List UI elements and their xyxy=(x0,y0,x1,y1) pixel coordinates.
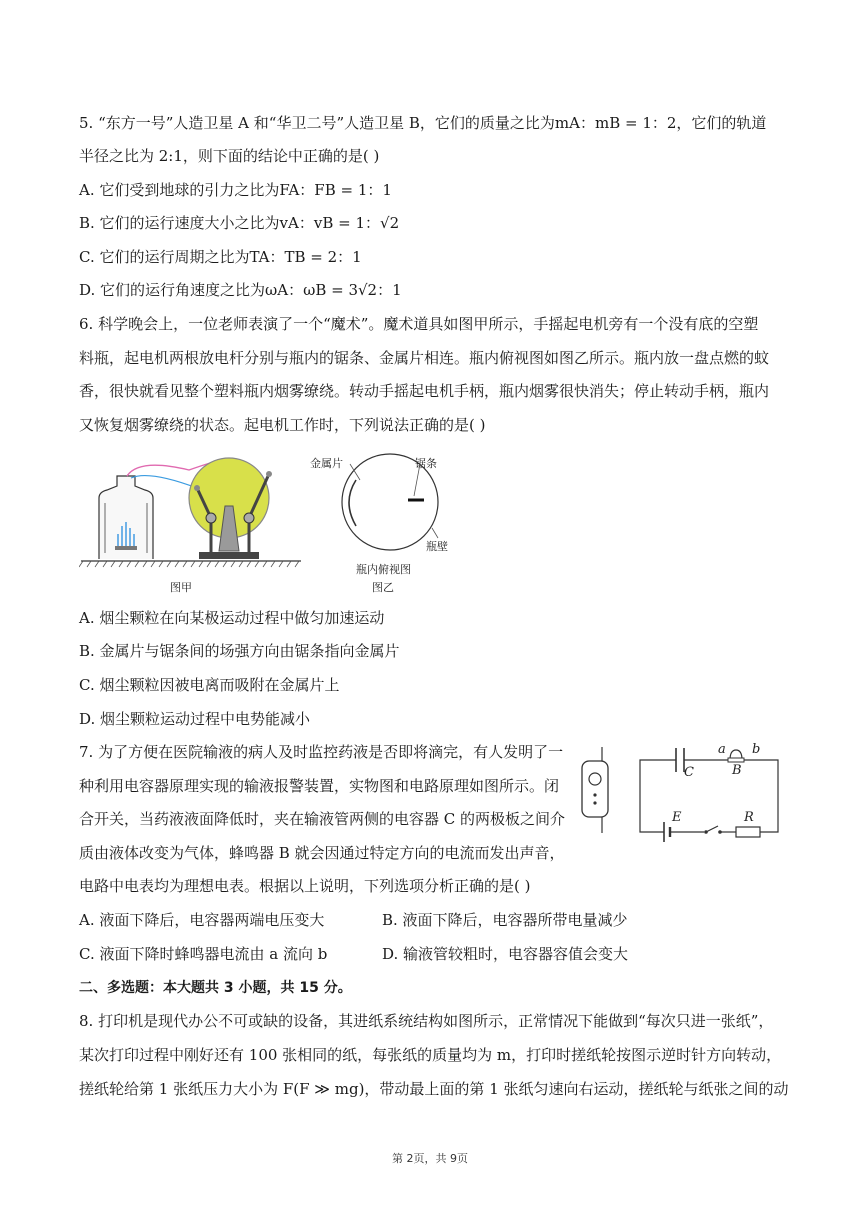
q7-stem-line-3: 合开关，当药液液面降低时，夹在输液管两侧的电容器 C 的两极板之间介 xyxy=(79,810,566,828)
label-topview: 瓶内俯视图 xyxy=(356,563,411,576)
q5-option-d: D. 它们的运行角速度之比为ωA：ωB = 3√2：1 xyxy=(79,281,402,299)
page-footer: 第 2页，共 9页 xyxy=(392,1152,468,1165)
q7-stem-line-1: 7. 为了方便在医院输液的病人及时监控药液是否即将滴完，有人发明了一 xyxy=(79,743,564,761)
q6-stem-line-3: 香，很快就看见整个塑料瓶内烟雾缭绕。转动手摇起电机手柄，瓶内烟雾很快消失；停止转动手柄，瓶内 xyxy=(79,382,770,400)
circuit-label-C: C xyxy=(684,765,694,780)
label-saw: 锯条 xyxy=(415,457,437,470)
q5-stem-line-1: 5. “东方一号”人造卫星 A 和“华卫二号”人造卫星 B，它们的质量之比为mA：mB = 1：2，它们的轨道 xyxy=(79,114,767,132)
q7-option-c: C. 液面下降时蜂鸣器电流由 a 流向 b xyxy=(79,945,328,963)
q6-option-c: C. 烟尘颗粒因被电离而吸附在金属片上 xyxy=(79,676,340,694)
figure-jia xyxy=(79,448,304,573)
figure-yi-caption: 图乙 xyxy=(372,581,394,594)
q6-stem-line-4: 又恢复烟雾缭绕的状态。起电机工作时，下列说法正确的是( ) xyxy=(79,416,486,434)
q8-stem-line-2: 某次打印过程中刚好还有 100 张相同的纸，每张纸的质量均为 m，打印时搓纸轮按图示逆时针方向转动， xyxy=(79,1046,782,1064)
q7-option-b: B. 液面下降后，电容器所带电量减少 xyxy=(382,911,628,929)
circuit-label-E: E xyxy=(672,810,682,825)
section-heading: 二、多选题：本大题共 3 小题，共 15 分。 xyxy=(79,980,352,996)
q5-option-b: B. 它们的运行速度大小之比为vA：vB = 1：√2 xyxy=(79,214,400,232)
circuit-label-R: R xyxy=(744,810,754,825)
q7-option-a: A. 液面下降后，电容器两端电压变大 xyxy=(79,911,325,929)
label-metal: 金属片 xyxy=(310,457,343,470)
q6-stem-line-2: 料瓶，起电机两根放电杆分别与瓶内的锯条、金属片相连。瓶内俯视图如图乙所示。瓶内放一盘点燃的蚊 xyxy=(79,349,770,367)
q8-stem-line-3: 搓纸轮给第 1 张纸压力大小为 F(F ≫ mg)，带动最上面的第 1 张纸匀速向右运动，搓纸轮与纸张之间的动 xyxy=(79,1080,789,1098)
figure-q7-circuit xyxy=(636,742,784,842)
q6-option-a: A. 烟尘颗粒在向某极运动过程中做匀加速运动 xyxy=(79,609,385,627)
circuit-label-b: b xyxy=(752,742,761,757)
figure-q7-device xyxy=(576,745,620,835)
label-wall: 瓶壁 xyxy=(426,540,448,553)
circuit-label-a: a xyxy=(718,742,726,757)
q5-stem-line-2: 半径之比为 2:1，则下面的结论中正确的是( ) xyxy=(79,147,380,165)
q6-stem-line-1: 6. 科学晚会上，一位老师表演了一个“魔术”。魔术道具如图甲所示，手摇起电机旁有一个没有底的空塑 xyxy=(79,315,759,333)
q7-stem-line-2: 种利用电容器原理实现的输液报警装置，实物图和电路原理如图所示。闭 xyxy=(79,777,560,795)
circuit-label-B: B xyxy=(732,763,742,778)
q7-option-d: D. 输液管较粗时，电容器容值会变大 xyxy=(382,945,629,963)
q7-stem-line-5: 电路中电表均为理想电表。根据以上说明，下列选项分析正确的是( ) xyxy=(79,877,531,895)
q6-option-b: B. 金属片与锯条间的场强方向由锯条指向金属片 xyxy=(79,642,400,660)
q7-stem-line-4: 质由液体改变为气体，蜂鸣器 B 就会因通过特定方向的电流而发出声音， xyxy=(79,844,565,862)
figure-jia-caption: 图甲 xyxy=(170,581,192,594)
q5-option-c: C. 它们的运行周期之比为TA：TB = 2：1 xyxy=(79,248,362,266)
q8-stem-line-1: 8. 打印机是现代办公不可或缺的设备，其进纸系统结构如图所示，正常情况下能做到“每次只进一张纸”， xyxy=(79,1012,774,1030)
q5-option-a: A. 它们受到地球的引力之比为FA：FB = 1：1 xyxy=(79,181,392,199)
q6-option-d: D. 烟尘颗粒运动过程中电势能减小 xyxy=(79,710,311,728)
